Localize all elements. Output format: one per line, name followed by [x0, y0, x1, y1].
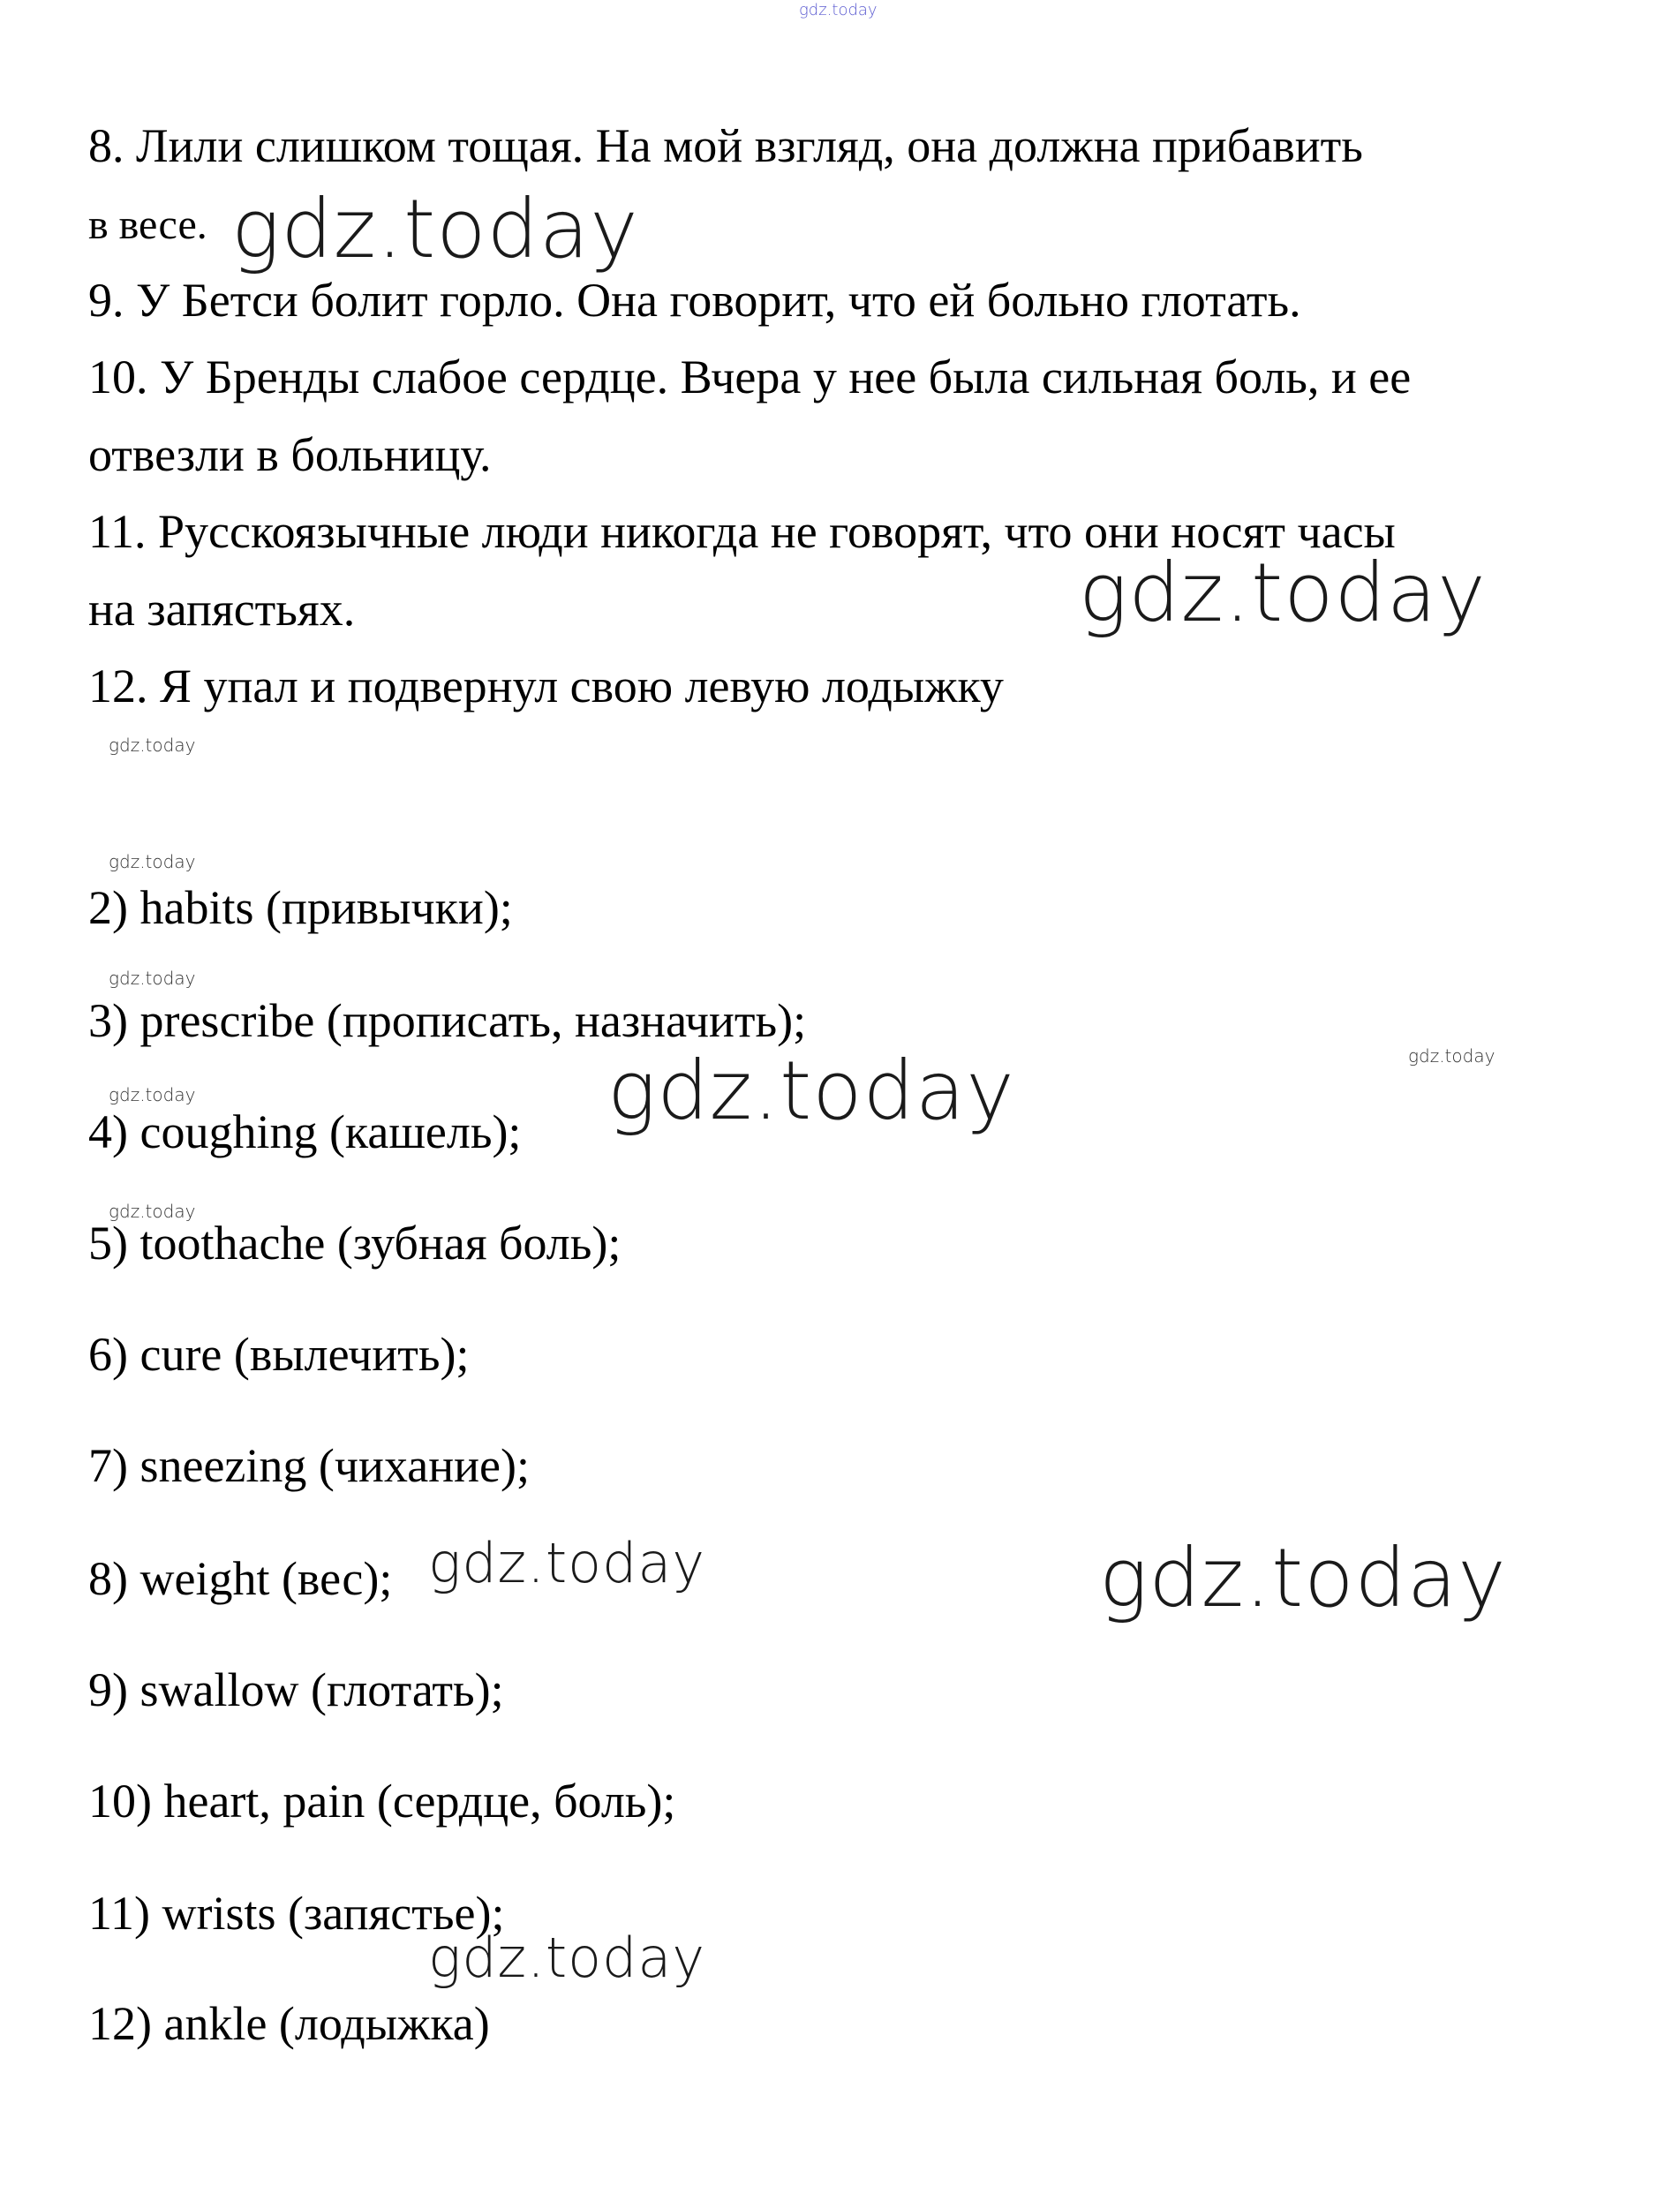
watermark-large-3: gdz.today: [607, 1044, 1015, 1138]
watermark-small-6: gdz.today: [109, 1201, 196, 1222]
watermark-large-4: gdz.today: [1099, 1531, 1507, 1625]
sentence-8-line-2: в весе.: [88, 201, 207, 248]
answer-10: 10) heart, pain (сердце, боль);: [88, 1775, 676, 1828]
answer-4: 4) coughing (кашель);: [88, 1105, 522, 1158]
sentence-9: 9. У Бетси болит горло. Она говорит, что ей больно глотать.: [88, 274, 1301, 327]
watermark-small-5: gdz.today: [109, 1084, 196, 1105]
answer-12: 12) ankle (лодыжка): [88, 1997, 490, 2050]
watermark-small-4: gdz.today: [1408, 1045, 1495, 1067]
answer-7: 7) sneezing (чихание);: [88, 1439, 530, 1492]
answer-6: 6) cure (вылечить);: [88, 1328, 470, 1381]
sentence-8-line-1: 8. Лили слишком тощая. На мой взгляд, она должна прибавить: [88, 119, 1363, 172]
answer-8: 8) weight (вес);: [88, 1552, 393, 1605]
answer-2: 2) habits (привычки);: [88, 881, 513, 934]
sentence-11-line-1: 11. Русскоязычные люди никогда не говорят, что они носят часы: [88, 505, 1396, 558]
watermark-large-1: gdz.today: [231, 182, 639, 276]
sentence-12: 12. Я упал и подвернул свою левую лодыжку: [88, 660, 1004, 712]
watermark-medium-1: gdz.today: [428, 1531, 706, 1595]
watermark-small-2: gdz.today: [109, 851, 196, 872]
watermark-small-1: gdz.today: [109, 735, 196, 756]
answer-9: 9) swallow (глотать);: [88, 1663, 504, 1716]
watermark-small-3: gdz.today: [109, 968, 196, 989]
sentence-10-line-2: отвезли в больницу.: [88, 428, 492, 481]
watermark-top: gdz.today: [799, 1, 878, 19]
answer-11: 11) wrists (запястье);: [88, 1887, 505, 1940]
answer-5: 5) toothache (зубная боль);: [88, 1217, 622, 1270]
sentence-10-line-1: 10. У Бренды слабое сердце. Вчера у нее была сильная боль, и ее: [88, 351, 1412, 403]
watermark-medium-2: gdz.today: [428, 1926, 706, 1990]
sentence-11-line-2: на запястьях.: [88, 583, 356, 636]
watermark-large-2: gdz.today: [1079, 546, 1487, 640]
answer-3: 3) prescribe (прописать, назначить);: [88, 994, 807, 1047]
